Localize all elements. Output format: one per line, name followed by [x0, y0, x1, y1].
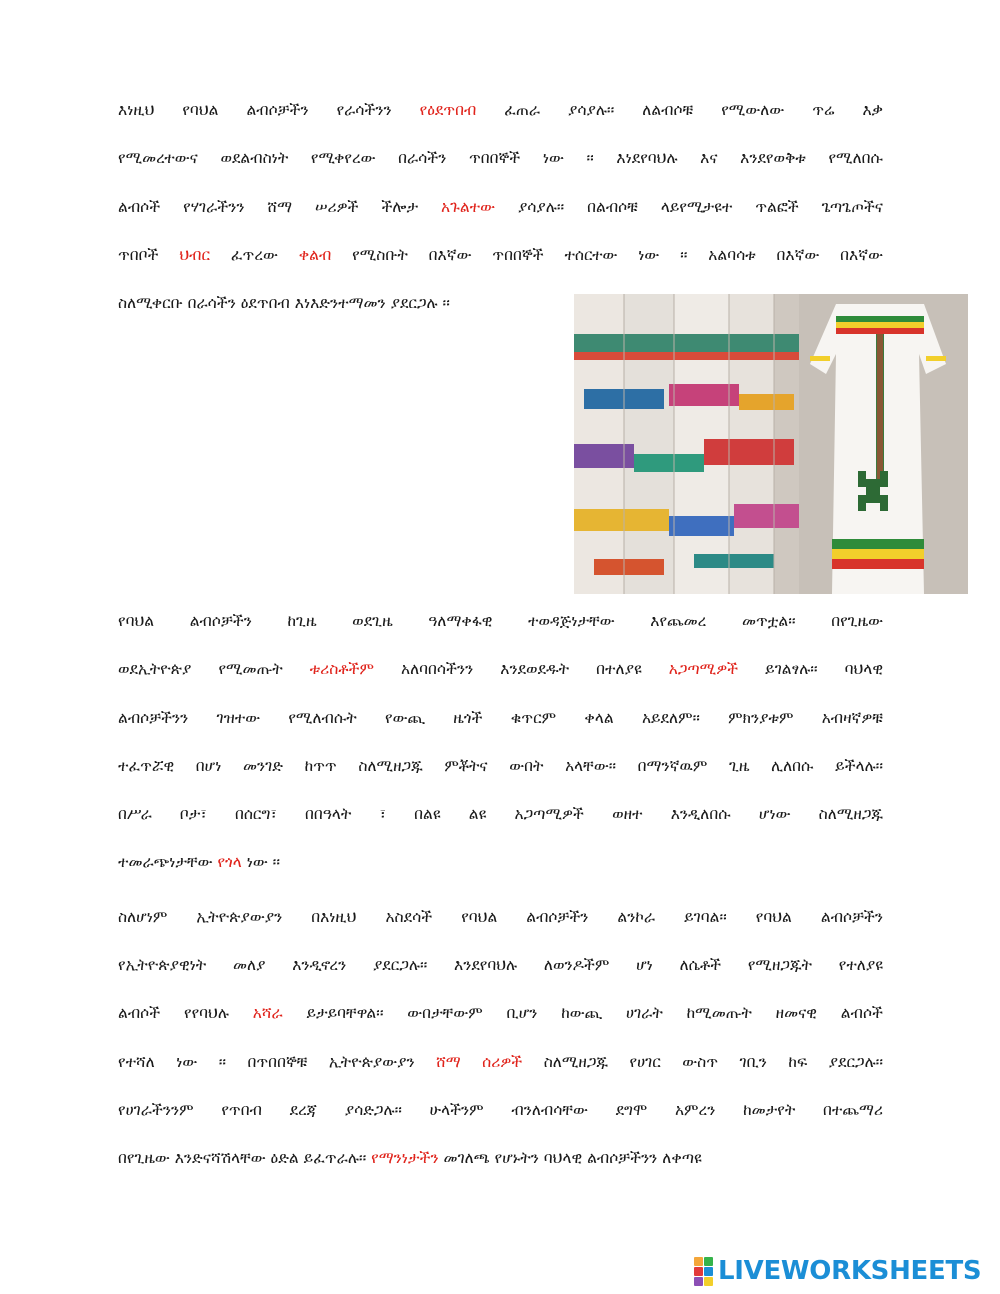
text-run: በየጊዜው እንድናሻሽላቸው ዕድል ይፈጥራሉ፡፡ [118, 1149, 372, 1167]
text-run: ስለሚዘጋጁ የሀገር ውስጥ ገቢን ከፍ ያደርጋሉ፡፡ [522, 1053, 883, 1071]
text-run: የሀገራችንንም የጥበብ ደረጃ ያሳድጋሉ፡፡ ሁላችንም ብንለብሳቸው ደግሞ አምረን ከመታየት በተጨማሪ [118, 1101, 883, 1119]
highlighted-word: አጉልተው [441, 198, 495, 216]
text-run: ልብሶቻችንን ገዝተው የሚለብሱት የውጪ ዜጎች ቁጥርም ቀላል አይደለም፡፡ ምክንያቱም አብዛኛዎቹ [118, 709, 883, 727]
text-run: ይታይባቸዋል፡፡ ውበታቸውም ቢሆን ከውጪ ሀገራት ከሚመጡት ዘመናዊ ልብሶች [282, 1004, 883, 1022]
text-run: ስለሆነም ኢትዮጵያውያን በእነዚህ አስደሳች የባህል ልብሶቻችን ልንኮራ ይገባል፡፡ የባህል ልብሶቻችን [118, 908, 883, 926]
highlighted-word: ሸማ ሰሪዎች [436, 1053, 523, 1071]
text-run: አለባበሳችንን እንደወደዱት በተለያዩ [373, 660, 669, 678]
paragraph2-line [118, 700, 883, 736]
paragraph3-line [118, 1092, 883, 1128]
highlighted-word: ቀልብ [298, 246, 332, 264]
text-run: ልብሶች የሃገራችንን ሸማ ሠሪዎች ችሎታ [118, 198, 442, 216]
highlighted-word: አሻራ [252, 1004, 283, 1022]
text-run: ወደኢትዮጵያ የሚመጡት [118, 660, 310, 678]
paragraph2-line [118, 651, 883, 687]
traditional-dresses-photo [574, 294, 968, 594]
liveworksheets-logo [694, 1254, 981, 1288]
highlighted-word: ቱሪስቶችም [309, 660, 374, 678]
text-run: ፈጥረው [210, 246, 299, 264]
paragraph3-line [118, 1044, 883, 1080]
paragraph2-line [118, 748, 883, 784]
highlighted-word: የጎላ [217, 853, 242, 871]
text-run: ልብሶች የየባህሉ [118, 1004, 253, 1022]
paragraph1-line [118, 140, 883, 176]
text-run: ጥበቦች [118, 246, 180, 264]
text-run: የሚስቡት በእኛው ጥበበኞች ተሰርተው ነው ፡፡ አልባሳቱ በእኛው በእኛው [331, 246, 883, 264]
text-run: የኢትዮጵያዊነት መለያ እንዲኖረን ያደርጋሉ፡፡ እንደየባህሉ ለወንዶችም ሆነ ለሴቶች የሚዘጋጁት የተለያዩ [118, 956, 883, 974]
text-run: ያሳያሉ፡፡ በልብሶቹ ላይየሚታዩተ ጥልፎች ጌጣጌጦችና [495, 198, 883, 216]
dresses-image-icon [574, 294, 968, 594]
text-run: ተፈጥሯዊ በሆነ መንገድ ከጥጥ ስለሚዘጋጁ ምቾትና ውበት አላቸው፡፡ በማንኛዉም ጊዜ ሊለበሱ ይችላሉ፡፡ [118, 757, 883, 775]
paragraph3-line [118, 947, 883, 983]
paragraph2-line [118, 603, 883, 639]
text-run: ፈጠራ ያሳያሉ፡፡ ለልብሶቹ የሚውለው ጥሬ እቃ [476, 101, 883, 119]
paragraph3-line [118, 1140, 883, 1176]
text-run: ተመራጭነታቸው [118, 853, 218, 871]
highlighted-word: የዕደጥበብ [419, 101, 477, 119]
liveworksheets-logo-icon [694, 1257, 713, 1286]
text-run: ስለሚቀርቡ በራሳችን ዕደጥበብ እነእድንተማመን ያደርጋሉ ፡፡ [118, 294, 450, 312]
text-run: ነው ፡፡ [241, 853, 281, 871]
text-run: ይገልፃሉ፡፡ ባህላዊ [738, 660, 883, 678]
text-run: የባህል ልብሶቻችን ከጊዜ ወደጊዜ ዓለማቀፋዊ ተወዳጅነታቸው እየጨመረ መጥቷል፡፡ በየጊዜው [118, 612, 883, 630]
paragraph1-line [118, 237, 883, 273]
text-run: የተሻለ ነው ፡፡ በጥበበኞቹ ኢትዮጵያውያን [118, 1053, 437, 1071]
text-run: መገለጫ የሆኑትን ባህላዊ ልብሶቻችንን ለቀጣዩ [438, 1149, 702, 1167]
paragraph1-line [118, 92, 883, 128]
text-run: በሥራ ቦታ፣ በሰርግ፣ በበዓላት ፣ በልዩ ልዩ አጋጣሚዎች ወዘተ እንዲለበሱ ሆነው ስለሚዘጋጁ [118, 805, 883, 823]
highlighted-word: የማንነታችን [371, 1149, 439, 1167]
paragraph2-line [118, 796, 883, 832]
paragraph3-line [118, 995, 883, 1031]
highlighted-word: አጋጣሚዎች [668, 660, 739, 678]
paragraph2-line [118, 844, 883, 880]
logo-text: LIVEWORKSHEETS [718, 1256, 982, 1286]
paragraph3-line [118, 899, 883, 935]
text-run: የሚመረተውና ወደልብስነት የሚቀየረው በራሳችን ጥበበኞች ነው ፡፡ እነደየባህሉ እና እንደየወቅቱ የሚለበሱ [118, 149, 883, 167]
highlighted-word: ህብር [179, 246, 211, 264]
paragraph1-line [118, 189, 883, 225]
text-run: እነዚህ የባህል ልብሶቻችን የራሳችንን [118, 101, 420, 119]
